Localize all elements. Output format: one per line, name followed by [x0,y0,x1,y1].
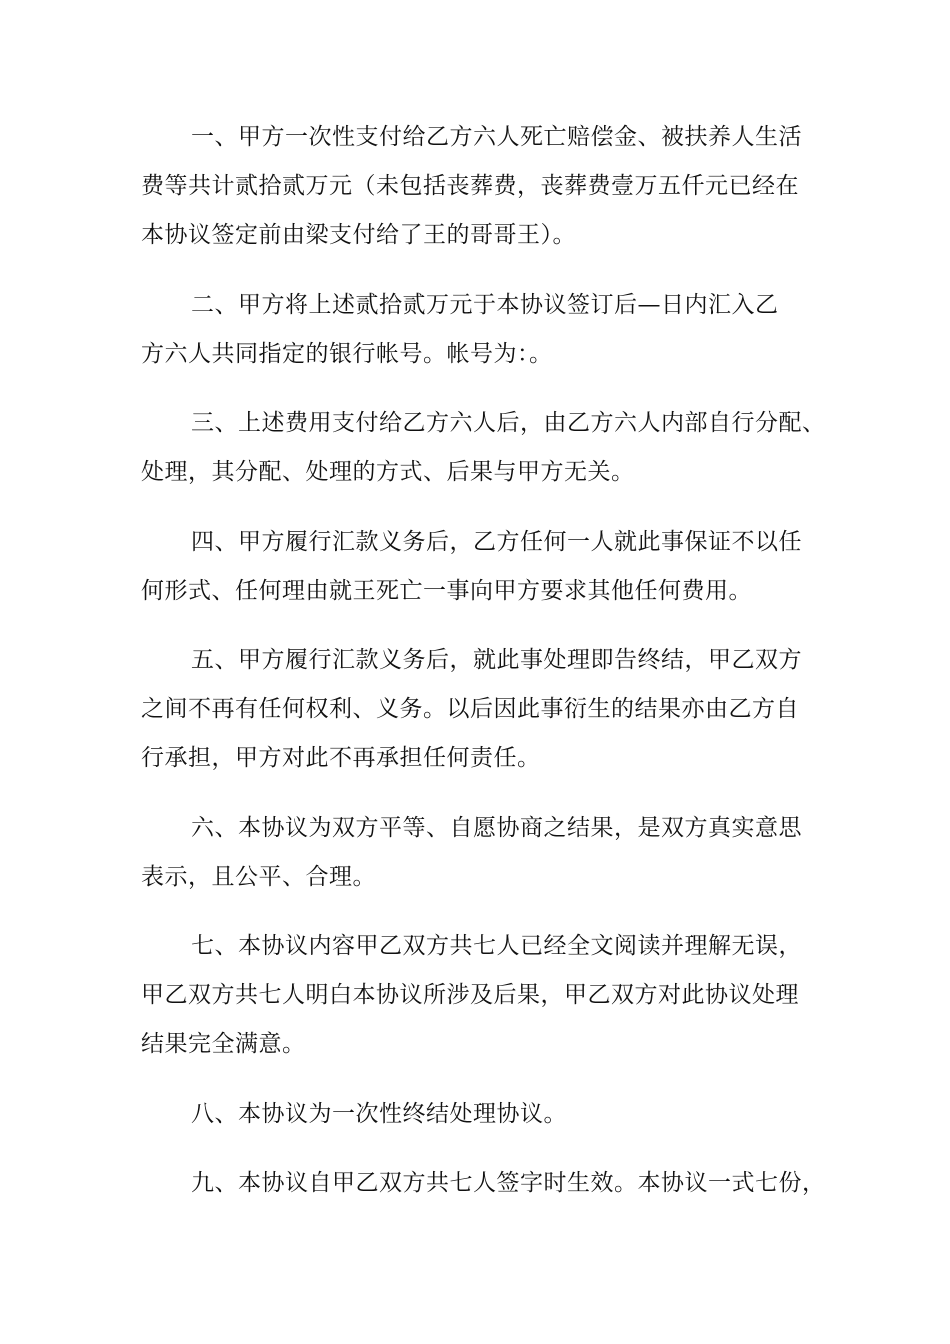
clause-1-line-3: 本协议签定前由梁支付给了王的哥哥王）。 [141,222,576,248]
clause-5-line-2: 之间不再有任何权利、义务。以后因此事衍生的结果亦由乙方自 [141,696,799,722]
clause-9-line-1: 九、本协议自甲乙双方共七人签字时生效。本协议一式七份， [191,1170,826,1196]
clause-6-line-2: 表示，且公平、合理。 [141,864,376,890]
clause-2-line-2: 方六人共同指定的银行帐号。帐号为：。 [141,341,553,367]
clause-2-line-1: 二、甲方将上述贰拾贰万元于本协议签订后—日内汇入乙 [191,292,779,318]
clause-8-line-1: 八、本协议为一次性终结处理协议。 [191,1101,567,1127]
clause-7-line-2: 甲乙双方共七人明白本协议所涉及后果，甲乙双方对此协议处理 [141,982,799,1008]
clause-6-line-1: 六、本协议为双方平等、自愿协商之结果，是双方真实意思 [191,815,802,841]
clause-4-line-1: 四、甲方履行汇款义务后，乙方任何一人就此事保证不以任 [191,529,802,555]
clause-5-line-3: 行承担，甲方对此不再承担任何责任。 [141,745,541,771]
clause-4-line-2: 何形式、任何理由就王死亡一事向甲方要求其他任何费用。 [141,578,752,604]
clause-1-line-2: 费等共计贰拾贰万元（未包括丧葬费，丧葬费壹万五仟元已经在 [141,173,799,199]
clause-7-line-3: 结果完全满意。 [141,1031,306,1057]
clause-1-line-1: 一、甲方一次性支付给乙方六人死亡赔偿金、被扶养人生活 [191,124,802,150]
clause-3-line-2: 处理，其分配、处理的方式、后果与甲方无关。 [141,459,635,485]
clause-7-line-1: 七、本协议内容甲乙双方共七人已经全文阅读并理解无误， [191,933,802,959]
clause-5-line-1: 五、甲方履行汇款义务后，就此事处理即告终结，甲乙双方 [191,647,802,673]
clause-3-line-1: 三、上述费用支付给乙方六人后，由乙方六人内部自行分配、 [191,410,826,436]
